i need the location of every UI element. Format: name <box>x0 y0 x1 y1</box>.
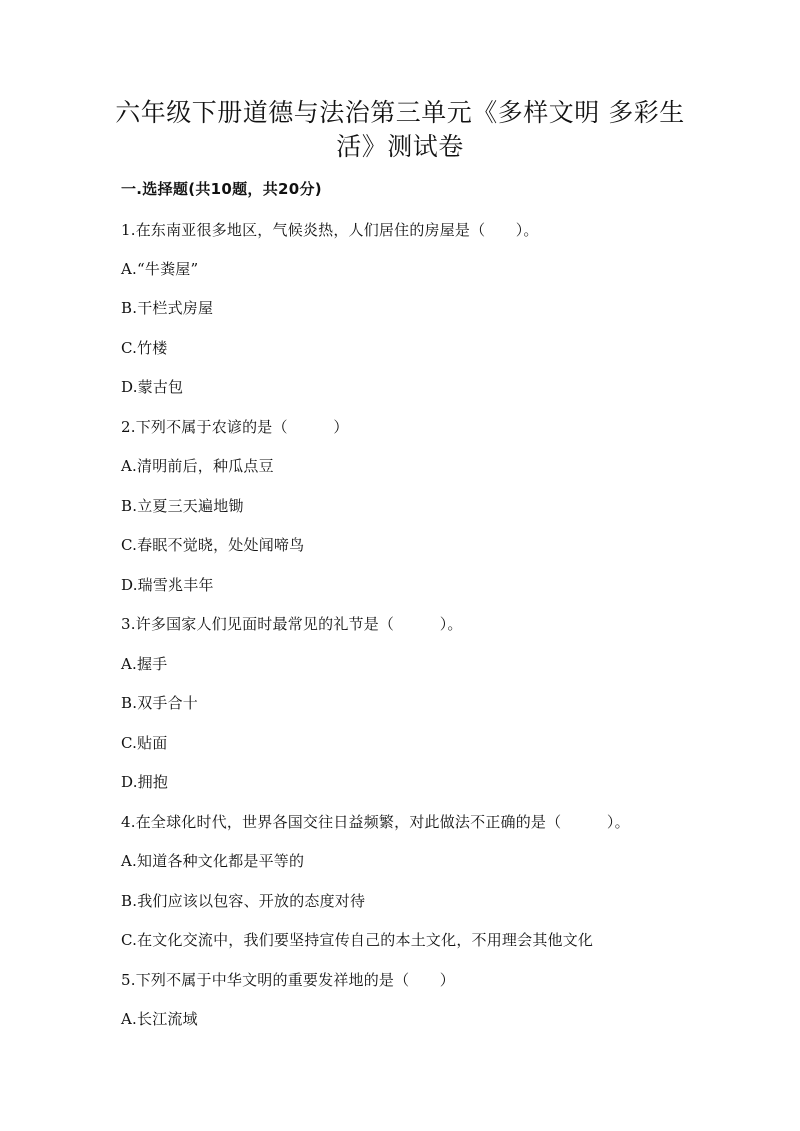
question-2-stem: 2.下列不属于农谚的是（ ） <box>121 418 349 436</box>
question-3-option-c: C.贴面 <box>121 734 168 752</box>
question-3-option-a: A.握手 <box>121 655 168 673</box>
question-4-option-c: C.在文化交流中，我们要坚持宣传自己的本土文化，不用理会其他文化 <box>121 931 594 949</box>
question-3-option-d: D.拥抱 <box>121 773 169 791</box>
question-3-option-b: B.双手合十 <box>121 694 198 712</box>
question-1-option-c: C.竹楼 <box>121 339 168 357</box>
question-4-option-b: B.我们应该以包容、开放的态度对待 <box>121 892 366 910</box>
question-2-option-c: C.春眠不觉晓，处处闻啼鸟 <box>121 536 305 554</box>
question-4-stem: 4.在全球化时代，世界各国交往日益频繁，对此做法不正确的是（ ）。 <box>121 813 630 831</box>
question-4-option-a: A.知道各种文化都是平等的 <box>121 852 305 870</box>
question-1-option-b: B.干栏式房屋 <box>121 299 214 317</box>
question-5-option-a: A.长江流域 <box>121 1010 198 1028</box>
question-1-option-d: D.蒙古包 <box>121 378 184 396</box>
question-1-stem: 1.在东南亚很多地区，气候炎热，人们居住的房屋是（ ）。 <box>121 221 539 239</box>
question-3-stem: 3.许多国家人们见面时最常见的礼节是（ ）。 <box>121 615 463 633</box>
page-title: 六年级下册道德与法治第三单元《多样文明 多彩生活》测试卷 <box>115 98 685 161</box>
question-2-option-d: D.瑞雪兆丰年 <box>121 576 214 594</box>
question-2-option-b: B.立夏三天遍地锄 <box>121 497 244 515</box>
question-2-option-a: A.清明前后，种瓜点豆 <box>121 457 274 475</box>
question-1-option-a: A.“牛粪屋” <box>121 260 199 278</box>
question-5-stem: 5.下列不属于中华文明的重要发祥地的是（ ） <box>121 971 455 989</box>
section-heading: 一.选择题(共10题，共20分) <box>121 180 322 198</box>
